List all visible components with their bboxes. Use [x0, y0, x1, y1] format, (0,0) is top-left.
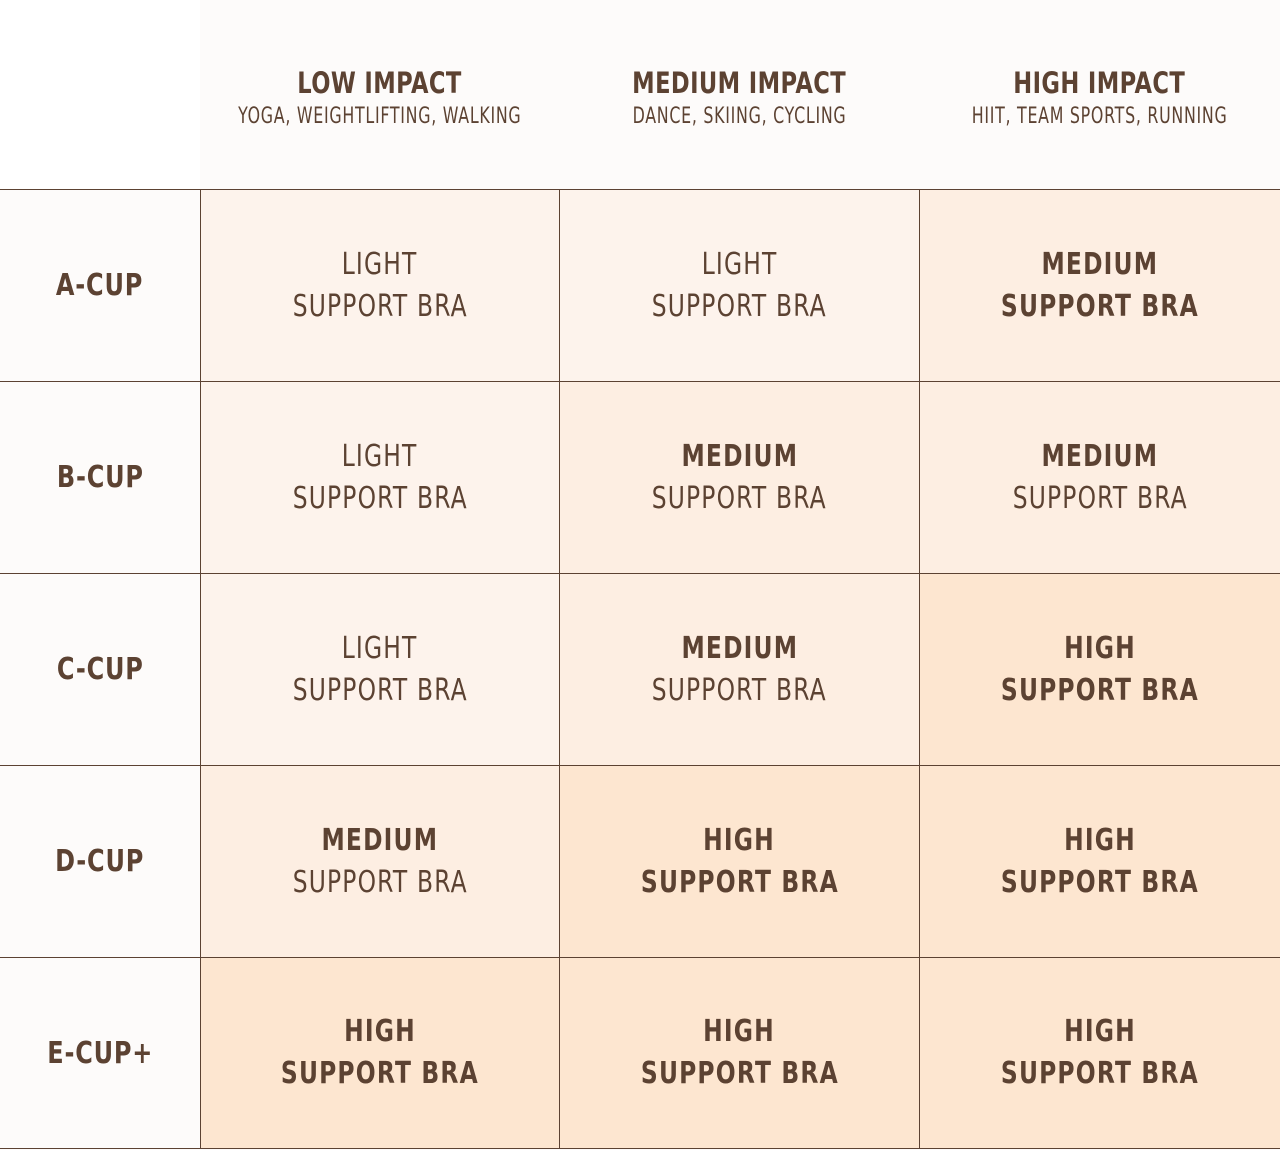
row-header — [0, 766, 200, 957]
support-level: MEDIUM — [1041, 246, 1159, 282]
row-e-cup — [0, 957, 1280, 1149]
cell-d-low — [200, 766, 559, 957]
cell-b-medium — [559, 382, 919, 573]
cell-c-low — [200, 574, 559, 765]
cell-e-low — [200, 958, 559, 1148]
support-level: LIGHT — [342, 630, 418, 666]
support-text: SUPPORT BRA — [1012, 480, 1188, 516]
support-level: HIGH — [703, 1014, 776, 1049]
cell-d-medium — [559, 766, 919, 957]
column-subtitle: DANCE, SKIING, CYCLING — [632, 104, 846, 129]
support-level: LIGHT — [342, 246, 418, 282]
support-text: SUPPORT BRA — [281, 1056, 479, 1091]
cell-b-low — [200, 382, 559, 573]
cell-a-medium — [559, 190, 919, 381]
cell-d-high — [919, 766, 1280, 957]
row-header — [0, 382, 200, 573]
row-a-cup — [0, 189, 1280, 381]
row-b-cup — [0, 381, 1280, 573]
column-title: HIGH IMPACT — [1013, 66, 1186, 100]
cell-e-medium — [559, 958, 919, 1148]
header-row — [0, 0, 1280, 189]
row-label: D-CUP — [55, 844, 145, 879]
row-label: E-CUP+ — [47, 1035, 153, 1071]
column-header-low-impact — [200, 0, 559, 189]
cell-c-medium — [559, 574, 919, 765]
row-c-cup — [0, 573, 1280, 765]
column-title: MEDIUM IMPACT — [632, 66, 846, 100]
support-text: SUPPORT BRA — [651, 480, 828, 516]
support-text: SUPPORT BRA — [292, 480, 468, 516]
row-label: C-CUP — [56, 652, 144, 687]
cell-b-high — [919, 382, 1280, 573]
support-level: MEDIUM — [1041, 438, 1159, 474]
column-header-medium-impact — [559, 0, 919, 189]
support-level: HIGH — [1064, 822, 1136, 858]
column-subtitle: HIIT, TEAM SPORTS, RUNNING — [971, 104, 1228, 129]
support-text: SUPPORT BRA — [1001, 672, 1199, 708]
cell-e-high — [919, 958, 1280, 1148]
cell-a-low — [200, 190, 559, 381]
support-level: MEDIUM — [681, 438, 798, 474]
support-level: HIGH — [1064, 630, 1136, 666]
row-header — [0, 958, 200, 1148]
support-level: HIGH — [703, 822, 776, 858]
support-text: SUPPORT BRA — [640, 1056, 839, 1091]
column-title: LOW IMPACT — [297, 66, 462, 100]
support-text: SUPPORT BRA — [1001, 864, 1199, 900]
support-level: HIGH — [1064, 1014, 1136, 1049]
header-corner — [0, 0, 200, 189]
support-level: LIGHT — [701, 246, 778, 282]
row-header — [0, 574, 200, 765]
row-header — [0, 190, 200, 381]
support-text: SUPPORT BRA — [651, 288, 828, 324]
support-level: HIGH — [344, 1014, 416, 1049]
support-text: SUPPORT BRA — [292, 864, 468, 900]
column-header-high-impact — [919, 0, 1280, 189]
cell-a-high — [919, 190, 1280, 381]
row-label: B-CUP — [56, 460, 144, 495]
support-level: MEDIUM — [681, 630, 798, 666]
column-subtitle: YOGA, WEIGHTLIFTING, WALKING — [237, 104, 522, 129]
support-text: SUPPORT BRA — [651, 672, 828, 708]
support-level: MEDIUM — [321, 822, 439, 858]
cell-c-high — [919, 574, 1280, 765]
support-text: SUPPORT BRA — [640, 864, 839, 900]
support-text: SUPPORT BRA — [292, 288, 468, 324]
row-label: A-CUP — [56, 268, 144, 303]
support-text: SUPPORT BRA — [292, 672, 468, 708]
row-d-cup — [0, 765, 1280, 957]
support-text: SUPPORT BRA — [1001, 288, 1199, 324]
support-level: LIGHT — [342, 438, 418, 474]
support-text: SUPPORT BRA — [1001, 1056, 1199, 1091]
